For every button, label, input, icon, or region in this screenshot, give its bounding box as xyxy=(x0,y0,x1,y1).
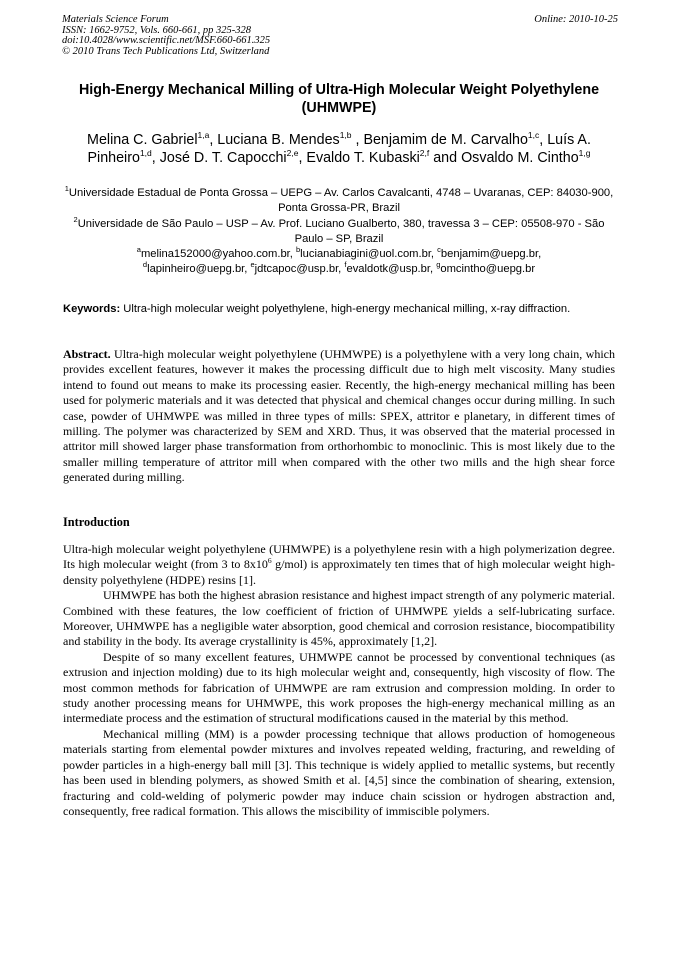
author-sep: , xyxy=(351,132,364,148)
email-sup: g xyxy=(436,260,441,269)
author-affil-sup: 2,f xyxy=(419,148,430,158)
email-sup: b xyxy=(296,245,301,254)
email-link[interactable]: lucianabiagini@uol.com.br, xyxy=(300,248,438,260)
author-sep: , xyxy=(539,132,548,148)
email-link[interactable]: melina152000@yahoo.com.br, xyxy=(140,248,296,260)
affiliation-text: Universidade Estadual de Ponta Grossa – UEPG – Av. Carlos Cavalcanti, 4748 – Uvaranas, CEP: 84030-900, Ponta Grossa-PR, Brazil xyxy=(68,187,614,214)
intro-p1-text: Ultra-high molecular weight polyethylene (UHMWPE) is a polyethylene resin with a high polymerization degree. Its high molecular weight (from 3 to 8x10 xyxy=(63,542,615,572)
keywords-label: Keywords: xyxy=(63,303,121,315)
author-affil-sup: 1,d xyxy=(139,148,152,158)
paper-title: High-Energy Mechanical Milling of Ultra-High Molecular Weight Polyethylene (UHMWPE) xyxy=(78,82,600,116)
online-date: Online: 2010-10-25 xyxy=(534,14,618,25)
affiliation-1 xyxy=(60,186,618,216)
author-affil-sup: 1,a xyxy=(197,130,210,140)
email-link[interactable]: jdtcapoc@usp.br, xyxy=(254,263,345,275)
email-sup: d xyxy=(142,260,148,269)
email-sup: c xyxy=(437,245,441,254)
email-link[interactable]: benjamim@uepg.br, xyxy=(440,248,542,260)
issn-line: ISSN: 1662-9752, Vols. 660-661, pp 325-328 xyxy=(62,24,251,36)
email-sup: e xyxy=(250,260,255,269)
author-name: Evaldo T. Kubaski xyxy=(306,150,420,166)
journal-name: Materials Science Forum xyxy=(62,14,169,25)
email-sup: f xyxy=(344,260,347,269)
author-affil-sup: 1,g xyxy=(578,148,591,158)
introduction-heading: Introduction xyxy=(63,515,130,529)
author-sep: and xyxy=(429,150,462,166)
abstract-text: Ultra-high molecular weight polyethylene (UHMWPE) is a polyethylene with a very long chain, which provides excellent features, however it makes the processing difficult due to high melt viscosity. Many studies intend to found out means to make its processing easier. Recently, the high-energy mechanical milling has been used for polymeric materials and it was detected that physical and chemical changes occur during milling. In such case, powder of UHMWPE was milled in three types of mills: SPEX, attritor e planetary, in different times of milling. The polymer was characterized by SEM and XRD. Thus, it was observed that the material processed in attritor mill showed larger phase transformation from orthorhombic to monoclinic. This is most likely due to the smaller milling temperature of attritor mill when compared with the other two mills and the high shear force generated during milling. xyxy=(63,347,615,485)
author-list xyxy=(60,131,618,167)
abstract-label: Abstract. xyxy=(63,347,111,361)
exponent: 6 xyxy=(267,556,272,566)
copyright-line: © 2010 Trans Tech Publications Ltd, Switzerland xyxy=(62,45,270,57)
intro-paragraph-2: UHMWPE has both the highest abrasion resistance and highest impact strength of any polymeric material. Combined with these features, the low coefficient of friction of UHMWPE yields a self-lubricating surface. Moreover, UHMWPE has a negligible water absorption, good chemical and corrosion resistance, biocompatibility and stability in the body. Its average crystallinity is 45%, approximately [1,2]. xyxy=(63,588,615,649)
affiliation-2 xyxy=(60,217,618,247)
email-link[interactable]: evaldotk@usp.br, xyxy=(346,263,437,275)
email-link[interactable]: lapinheiro@uepg.br, xyxy=(147,263,251,275)
author-name: Osvaldo M. Cintho xyxy=(461,150,579,166)
email-link[interactable]: omcintho@uepg.br xyxy=(440,263,536,275)
author-affil-sup: 1,b xyxy=(339,130,352,140)
email-list xyxy=(60,247,618,277)
abstract-section xyxy=(63,347,615,486)
affiliation-sup: 1 xyxy=(64,184,69,193)
journal-header xyxy=(62,15,618,57)
author-name: José D. T. Capocchi xyxy=(159,150,287,166)
keywords-text: Ultra-high molecular weight polyethylene, high-energy mechanical milling, x-ray diffraction. xyxy=(120,303,571,315)
introduction-body xyxy=(63,542,615,819)
author-name: Luciana B. Mendes xyxy=(217,132,340,148)
author-sep: , xyxy=(298,150,307,166)
author-sep: , xyxy=(151,150,160,166)
author-affil-sup: 1,c xyxy=(527,130,540,140)
author-sep: , xyxy=(209,132,218,148)
author-name: Luís A. Pinheiro xyxy=(87,132,591,166)
author-affil-sup: 2,e xyxy=(286,148,299,158)
intro-paragraph-1 xyxy=(63,542,615,588)
keywords-section xyxy=(63,302,615,318)
intro-paragraph-3: Despite of so many excellent features, UHMWPE cannot be processed by conventional techniques (as extrusion and injection molding) due to its high molecular weight and, consequently, high viscosity of flow. The most common methods for fabrication of UHMWPE are ram extrusion and compression molding. In order to study another processing means for UHMWPE, this work proposes the high-energy mechanical milling as an intermediate process and the estimation of structural modifications caused in the material by this method. xyxy=(63,649,615,726)
doi-line: doi:10.4028/www.scientific.net/MSF.660-661.325 xyxy=(62,35,271,47)
email-sup: a xyxy=(136,245,141,254)
affiliation-sup: 2 xyxy=(73,215,78,224)
author-name: Benjamim de M. Carvalho xyxy=(363,132,528,148)
author-name: Melina C. Gabriel xyxy=(87,132,198,148)
intro-paragraph-4: Mechanical milling (MM) is a powder processing technique that allows production of homogeneous materials starting from elemental powder mixtures and involves repeated welding, fracturing, and rewelding of powder particles in a high-energy ball mill [3]. This technique is widely applied to metallic systems, but recently has been used in blending polymers, as showed Smith et al. [4,5] since the combination of shearing, extension, fracturing and cold-welding of polymeric powder may induce chain scission or hydrogen abstraction and, consequently, free radical formation. This allows the miscibility of immiscible polymers. xyxy=(63,726,615,818)
affiliation-text: Universidade de São Paulo – USP – Av. Prof. Luciano Gualberto, 380, travessa 3 – CEP: 05508-970 - São Paulo – SP, Brazil xyxy=(77,218,605,245)
intro-p1-text-cont: g/mol) is approximately ten times that of high molecular weight high-density polyethylene (HDPE) resins [1]. xyxy=(63,557,615,587)
